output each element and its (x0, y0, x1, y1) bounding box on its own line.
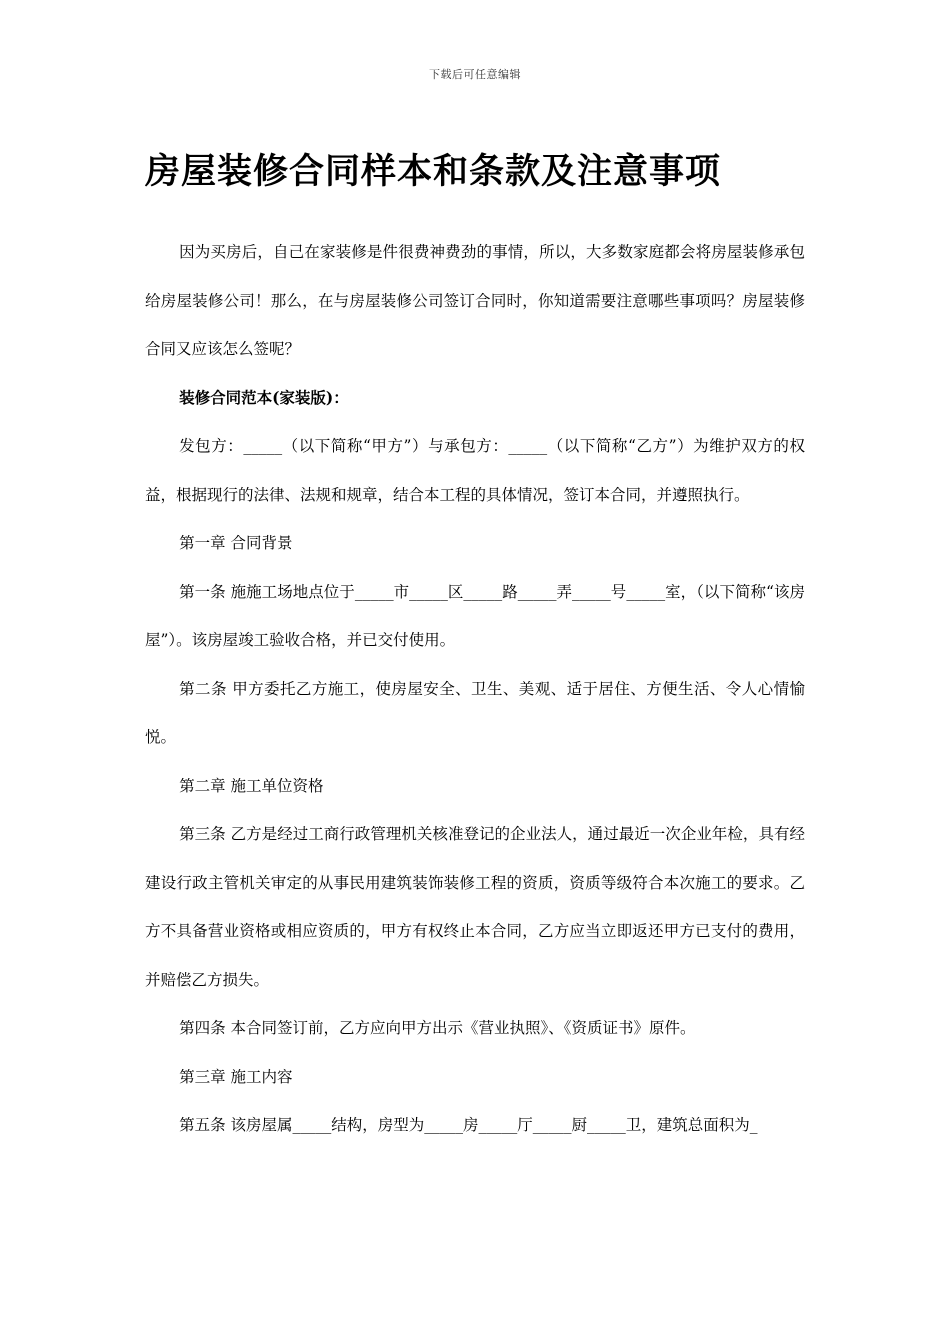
section-heading-contract-template: 装修合同范本(家装版)： (179, 387, 349, 407)
chapter-heading-1: 第一章 合同背景 (179, 534, 293, 552)
parties-paragraph: 发包方：_____（以下简称“甲方”）与承包方：_____（以下简称“乙方”）为维护双方的权益，根据现行的法律、法规和规章，结合本工程的具体情况，签订本合同，并遵照执行。 (145, 437, 805, 504)
article-4-paragraph: 第四条 本合同签订前，乙方应向甲方出示《营业执照》、《资质证书》原件。 (179, 1019, 696, 1037)
header-note: 下载后可任意编辑 (429, 68, 521, 81)
article-5-paragraph: 第五条 该房屋属_____结构，房型为_____房_____厅_____厨_____卫，建筑总面积为_ (179, 1116, 758, 1134)
article-2-paragraph: 第二条 甲方委托乙方施工，使房屋安全、卫生、美观、适于居住、方便生活、令人心情愉悦。 (145, 679, 805, 746)
chapter-heading-2: 第二章 施工单位资格 (179, 776, 324, 795)
chapter-heading-3: 第三章 施工内容 (179, 1067, 293, 1086)
document-title: 房屋装修合同样本和条款及注意事项 (145, 151, 722, 192)
intro-paragraph: 因为买房后，自己在家装修是件很费神费劲的事情，所以，大多数家庭都会将房屋装修承包给房屋装修公司！那么，在与房屋装修公司签订合同时，你知道需要注意哪些事项吗？房屋装修合同又应该怎么签呢？ (145, 243, 805, 358)
article-3-paragraph: 第三条 乙方是经过工商行政管理机关核准登记的企业法人，通过最近一次企业年检，具有经建设行政主管机关审定的从事民用建筑装饰装修工程的资质，资质等级符合本次施工的要求。乙方不具备营业资格或相应资质的，甲方有权终止本合同，乙方应当立即返还甲方已支付的费用，并赔偿乙方损失。 (145, 825, 805, 989)
article-1-paragraph: 第一条 施施工场地点位于_____市_____区_____路_____弄_____号_____室，（以下简称“该房屋”）。该房屋竣工验收合格，并已交付使用。 (145, 582, 805, 649)
document-body (145, 228, 805, 1150)
